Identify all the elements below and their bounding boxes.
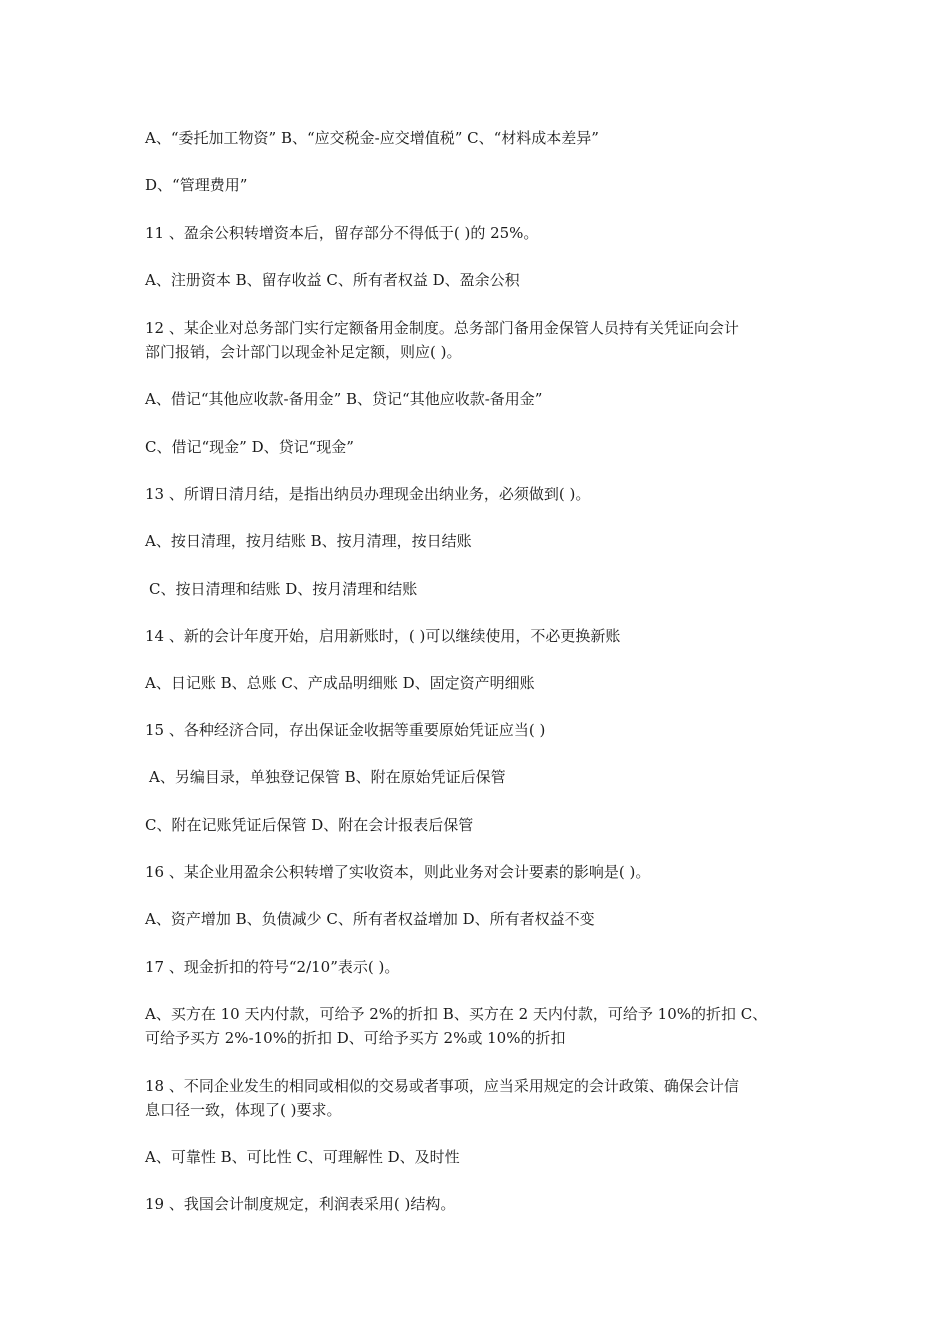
question-12-line-1: 12 、某企业对总务部门实行定额备用金制度。总务部门备用金保管人员持有关凭证向会计 — [145, 319, 739, 337]
option-line-17b: 可给予买方 2%-10%的折扣 D、可给予买方 2%或 10%的折扣 — [145, 1029, 566, 1047]
option-line-12b: C、借记“现金” D、贷记“现金” — [145, 438, 354, 456]
question-14: 14 、新的会计年度开始，启用新账时，( )可以继续使用，不必更换新账 — [145, 627, 621, 645]
option-line-13b: C、按日清理和结账 D、按月清理和结账 — [149, 580, 418, 598]
option-line-13a: A、按日清理，按月结账 B、按月清理，按日结账 — [145, 532, 472, 550]
question-18-line-1: 18 、不同企业发生的相同或相似的交易或者事项，应当采用规定的会计政策、确保会计信 — [145, 1077, 739, 1095]
question-16: 16 、某企业用盈余公积转增了实收资本，则此业务对会计要素的影响是( )。 — [145, 863, 651, 881]
question-18-line-2: 息口径一致，体现了( )要求。 — [145, 1101, 342, 1119]
question-13: 13 、所谓日清月结，是指出纳员办理现金出纳业务，必须做到( )。 — [145, 485, 591, 503]
option-line-10b: D、“管理费用” — [145, 176, 248, 194]
option-line-14: A、日记账 B、总账 C、产成品明细账 D、固定资产明细账 — [145, 674, 535, 692]
question-11: 11 、盈余公积转增资本后，留存部分不得低于( )的 25%。 — [145, 224, 539, 242]
option-line-10a: A、“委托加工物资” B、“应交税金-应交增值税” C、“材料成本差异” — [145, 129, 599, 147]
option-line-18: A、可靠性 B、可比性 C、可理解性 D、及时性 — [145, 1148, 460, 1166]
question-17: 17 、现金折扣的符号“2/10”表示( )。 — [145, 958, 400, 976]
option-line-11: A、注册资本 B、留存收益 C、所有者权益 D、盈余公积 — [145, 271, 520, 289]
question-15: 15 、各种经济合同，存出保证金收据等重要原始凭证应当( ) — [145, 721, 546, 739]
question-19: 19 、我国会计制度规定，利润表采用( )结构。 — [145, 1195, 456, 1213]
option-line-17a: A、买方在 10 天内付款，可给予 2%的折扣 B、买方在 2 天内付款，可给予 10%的折扣 C、 — [145, 1005, 768, 1023]
option-line-16: A、资产增加 B、负债减少 C、所有者权益增加 D、所有者权益不变 — [145, 910, 595, 928]
option-line-15a: A、另编目录，单独登记保管 B、附在原始凭证后保管 — [149, 768, 506, 786]
option-line-12a: A、借记“其他应收款-备用金” B、贷记“其他应收款-备用金” — [145, 390, 543, 408]
option-line-15b: C、附在记账凭证后保管 D、附在会计报表后保管 — [145, 816, 474, 834]
question-12-line-2: 部门报销，会计部门以现金补足定额，则应( )。 — [145, 343, 462, 361]
